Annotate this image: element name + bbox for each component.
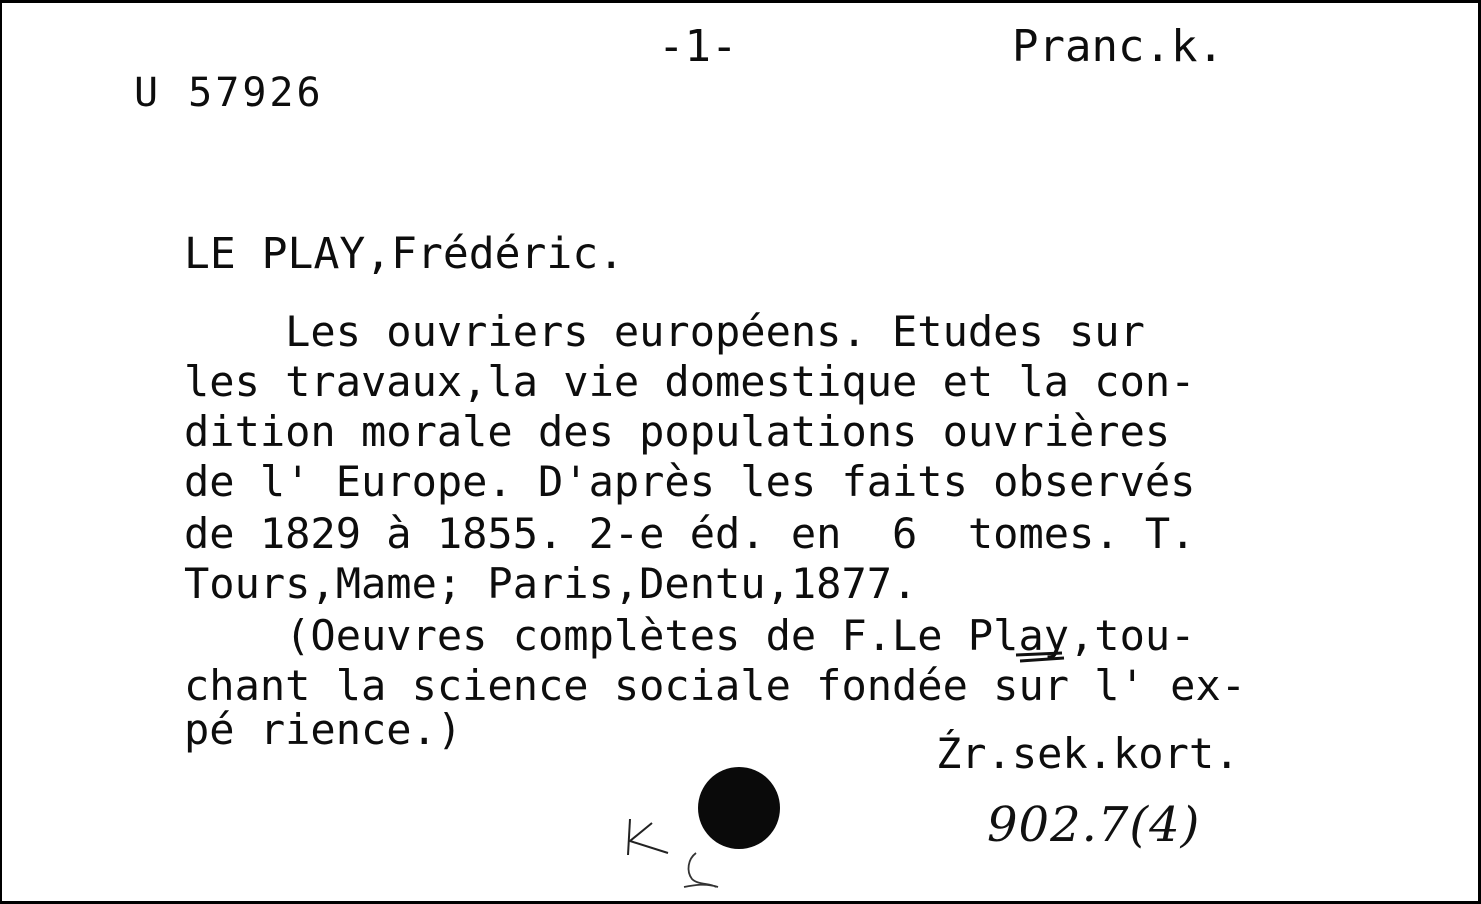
punch-hole [698,767,780,849]
handwritten-underline [1014,651,1066,665]
page-marker: -1- [658,21,738,72]
body-line-9: pé rience.) [184,705,463,754]
body-line-6: Tours,Mame; Paris,Dentu,1877. [184,559,918,608]
location-code: Pranc.k. [1012,21,1224,72]
call-number: U 57926 [134,70,324,116]
pencil-l-mark [678,849,722,893]
body-line-5: de 1829 à 1855. 2-e éd. en 6 tomes. T. [184,509,1196,558]
body-line-7: (Oeuvres complètes de F.Le Play,tou- [184,611,1196,660]
body-line-2: les travaux,la vie domestique et la con- [184,357,1196,406]
shelf-mark: 902.7(4) [987,797,1201,853]
body-line-4: de l' Europe. D'après les faits observés [184,457,1196,506]
source-note: Źr.sek.kort. [936,729,1240,778]
pencil-k-mark [622,813,674,863]
author-heading: LE PLAY,Frédéric. [184,229,625,279]
body-line-8: chant la science sociale fondée sur l' ex- [184,661,1247,710]
body-line-3: dition morale des populations ouvrières [184,407,1171,456]
top-edge-mark [562,0,822,3]
body-line-1: Les ouvriers européens. Etudes sur [184,307,1145,356]
